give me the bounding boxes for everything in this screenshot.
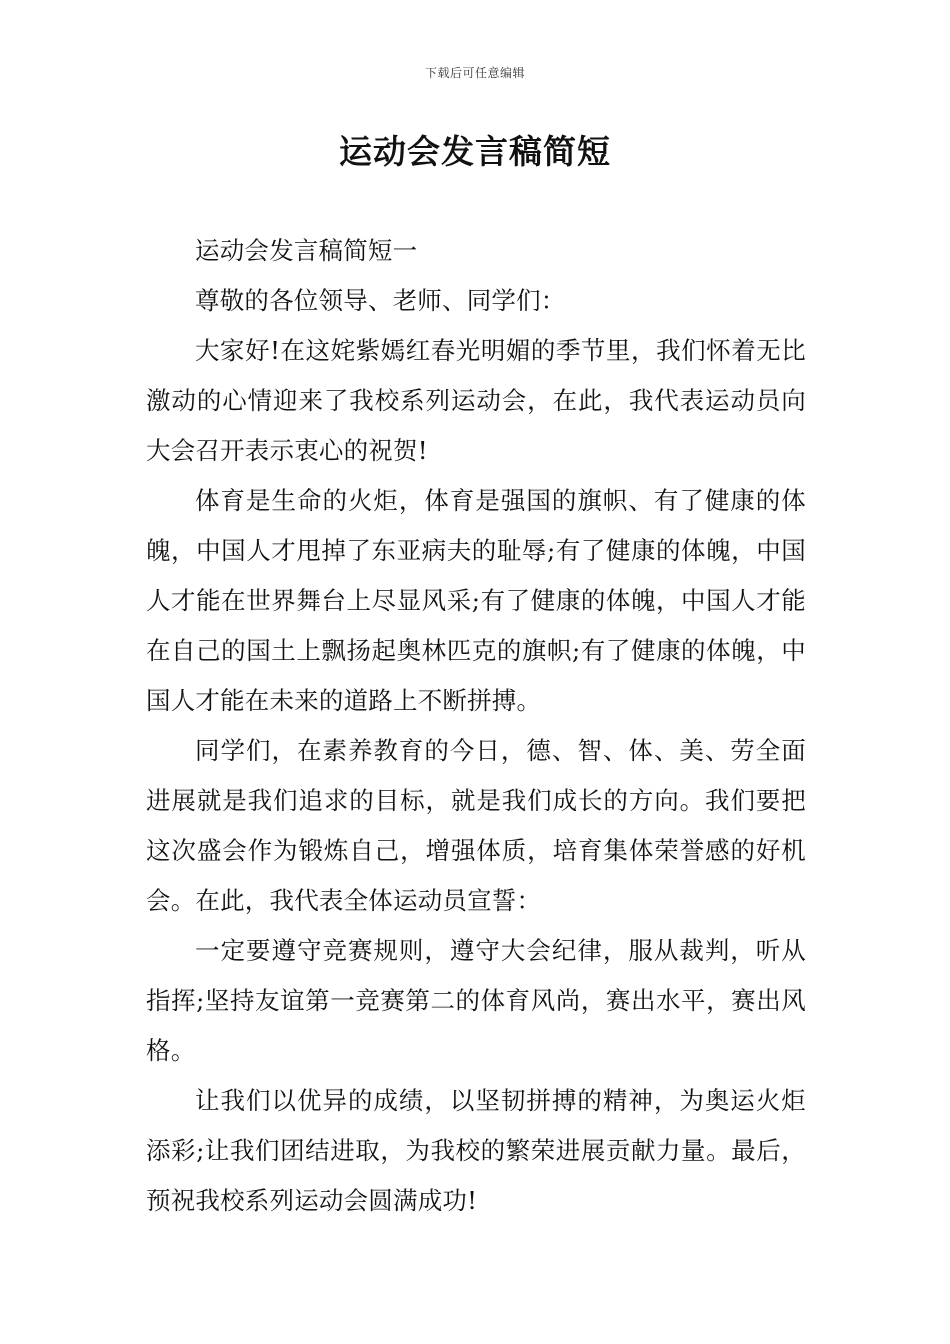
- paragraph: 大家好!在这姹紫嫣红春光明媚的季节里，我们怀着无比激动的心情迎来了我校系列运动会，在此，我代表运动员向大会召开表示衷心的祝贺!: [146, 336, 806, 465]
- paragraph: 一定要遵守竞赛规则，遵守大会纪律，服从裁判，听从指挥;坚持友谊第一竞赛第二的体育风尚，赛出水平，赛出风格。: [146, 936, 806, 1065]
- paragraph: 让我们以优异的成绩，以坚韧拼搏的精神，为奥运火炬添彩;让我们团结进取，为我校的繁荣进展贡献力量。最后，预祝我校系列运动会圆满成功!: [146, 1086, 806, 1215]
- page-title: 运动会发言稿简短: [339, 132, 611, 171]
- header-note: 下载后可任意编辑: [424, 66, 525, 80]
- paragraph-salutation: 尊敬的各位领导、老师、同学们：: [195, 286, 566, 315]
- paragraph: 体育是生命的火炬，体育是强国的旗帜、有了健康的体魄，中国人才甩掉了东亚病夫的耻辱;有了健康的体魄，中国人才能在世界舞台上尽显风采;有了健康的体魄，中国人才能在自己的国土上飘扬起奥林匹克的旗帜;有了健康的体魄，中国人才能在未来的道路上不断拼搏。: [146, 486, 806, 715]
- paragraph: 同学们，在素养教育的今日，德、智、体、美、劳全面进展就是我们追求的目标，就是我们成长的方向。我们要把这次盛会作为锻炼自己，增强体质，培育集体荣誉感的好机会。在此，我代表全体运动员宣誓：: [146, 736, 806, 915]
- document-body: [146, 226, 806, 1226]
- paragraph-subtitle: 运动会发言稿简短一: [195, 236, 418, 265]
